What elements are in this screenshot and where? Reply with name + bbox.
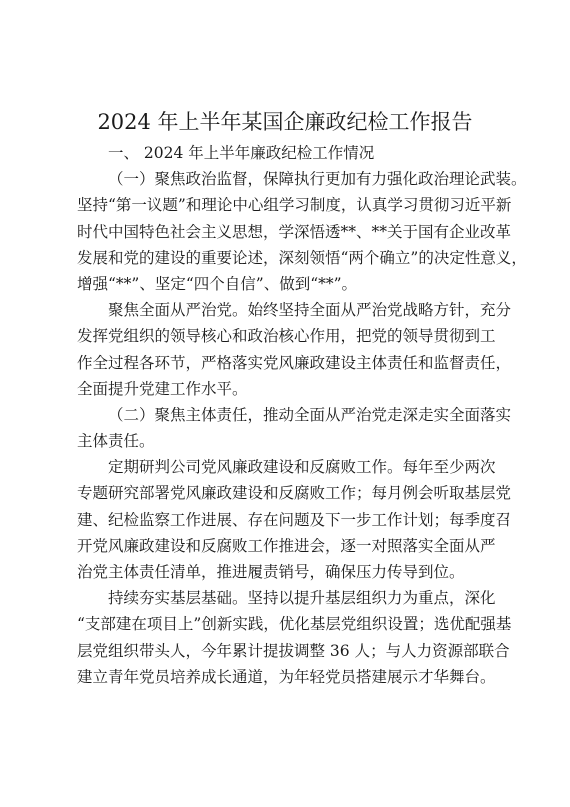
body-line: 全面提升党建工作水平。	[77, 379, 248, 398]
paragraph-start: 持续夯实基层基础。坚持以提升基层组织力为重点，深化	[108, 589, 496, 608]
body-line: 建立青年党员培养成长通道，为年轻党员搭建展示才华舞台。	[77, 667, 496, 686]
body-line: 治党主体责任清单，推进履责销号，确保压力传导到位。	[77, 563, 465, 581]
body-line: 建、纪检监察工作进展、存在问题及下一步工作计划；每季度召	[77, 510, 512, 529]
body-line: 专题研究部署党风廉政建设和反腐败工作；每月例会听取基层党	[77, 484, 512, 503]
body-line: 时代中国特色社会主义思想，学深悟透**、**关于国有企业改革	[77, 222, 512, 241]
body-line: 增强“**”、坚定“四个自信”、做到“**”。	[77, 274, 358, 293]
document-title: 2024 年上半年某国企廉政纪检工作报告	[97, 110, 473, 134]
body-line: 开党风廉政建设和反腐败工作推进会，逐一对照落实全面从严	[77, 536, 496, 555]
paragraph-start: 定期研判公司党风廉政建设和反腐败工作。每年至少两次	[108, 458, 496, 477]
paragraph-start: 聚焦全面从严治党。始终坚持全面从严治党战略方针，充分	[108, 301, 512, 320]
body-line: 作全过程各环节，严格落实党风廉政建设主体责任和监督责任，	[77, 353, 512, 372]
body-line: 坚持“第一议题”和理论中心组学习制度，认真学习贯彻习近平新	[77, 196, 512, 215]
document-body	[77, 140, 527, 690]
subsection-heading: （一）聚焦政治监督，保障执行更加有力强化政治理论武装。	[108, 170, 527, 189]
body-line: 主体责任。	[77, 432, 155, 451]
body-line: 发挥党组织的领导核心和政治核心作用，把党的领导贯彻到工	[77, 327, 496, 346]
body-line: “支部建在项目上”创新实践，优化基层党组织设置；选优配强基	[77, 615, 512, 634]
body-line: 发展和党的建设的重要论述，深刻领悟“两个确立”的决定性意义，	[77, 248, 527, 267]
subsection-heading: （二）聚焦主体责任，推动全面从严治党走深走实全面落实	[108, 405, 512, 424]
section-heading: 一、 2024 年上半年廉政纪检工作情况	[108, 144, 375, 162]
body-line: 层党组织带头人，今年累计提拔调整 36 人；与人力资源部联合	[77, 641, 510, 660]
